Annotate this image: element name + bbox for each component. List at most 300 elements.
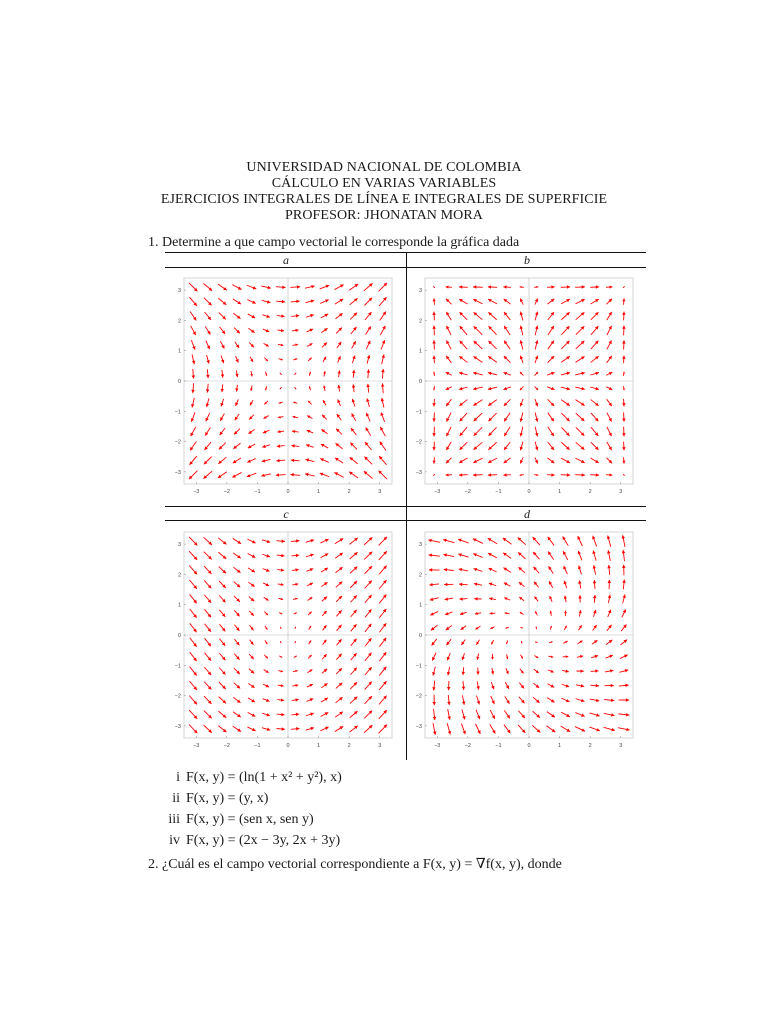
vector-arrow <box>379 580 386 589</box>
vector-arrow <box>429 583 439 587</box>
vector-arrow <box>622 580 626 590</box>
vector-arrow <box>608 595 611 603</box>
y-tick-label: −3 <box>415 723 422 730</box>
vector-arrow <box>205 609 212 617</box>
vector-arrow <box>458 539 469 543</box>
vector-arrow <box>548 326 554 335</box>
vector-arrow <box>262 728 270 731</box>
vector-arrow <box>191 383 195 393</box>
vector-arrow <box>504 710 510 718</box>
vector-arrow <box>622 565 626 575</box>
vector-arrow <box>265 626 267 630</box>
vector-arrow <box>608 610 611 617</box>
vector-arrow <box>520 413 523 422</box>
vector-arrow <box>432 427 436 437</box>
vector-arrow <box>365 624 371 632</box>
vector-arrow <box>351 653 357 660</box>
vector-arrow <box>220 327 226 334</box>
vector-arrow <box>561 299 570 304</box>
vector-arrow <box>459 299 467 304</box>
x-tick-label: −1 <box>495 489 502 495</box>
vector-arrow <box>279 358 283 360</box>
vector-arrow <box>489 427 497 436</box>
x-tick-label: −3 <box>434 743 441 749</box>
vector-arrow <box>291 444 299 447</box>
vector-arrow <box>323 625 327 630</box>
vector-arrow <box>379 456 386 465</box>
vector-arrow <box>446 399 451 406</box>
vector-arrow <box>618 713 629 716</box>
vector-arrow <box>321 582 327 586</box>
vector-arrow <box>335 553 343 558</box>
vector-arrow <box>561 326 569 335</box>
vector-arrow <box>533 697 540 703</box>
vector-arrow <box>561 442 569 449</box>
vector-arrow <box>432 653 436 661</box>
vector-arrow <box>535 413 538 422</box>
vector-arrow <box>305 473 315 476</box>
vector-arrow <box>561 387 570 390</box>
vector-arrow <box>519 683 524 689</box>
vector-arrow <box>278 684 284 687</box>
vector-arrow <box>247 300 255 304</box>
vector-arrow <box>462 695 465 704</box>
vector-arrow <box>432 442 436 451</box>
vector-arrow <box>489 583 496 586</box>
vector-arrow <box>293 358 297 360</box>
vector-arrow <box>547 299 554 304</box>
vector-arrow <box>606 299 612 305</box>
vector-arrow <box>350 313 357 320</box>
vector-arrow <box>520 655 522 659</box>
vector-arrow <box>308 655 312 659</box>
vector-arrow <box>535 298 538 304</box>
vector-arrow <box>475 612 481 615</box>
vector-arrow <box>503 285 511 289</box>
vector-arrow <box>623 286 625 288</box>
vector-arrow <box>504 442 510 450</box>
vector-arrow <box>235 370 238 377</box>
vector-arrow <box>548 537 554 546</box>
vector-arrow <box>205 326 210 334</box>
vector-arrow <box>189 297 196 306</box>
vector-arrow <box>488 473 497 477</box>
vector-arrow <box>562 684 569 687</box>
vector-arrow <box>532 725 540 732</box>
vector-arrow <box>335 538 343 543</box>
vector-arrow <box>352 399 355 407</box>
vector-arrow <box>365 638 371 646</box>
vector-arrow <box>204 667 211 675</box>
university-name: UNIVERSIDAD NACIONAL DE COLOMBIA <box>246 160 522 175</box>
vector-arrow <box>432 667 435 676</box>
vector-arrow <box>432 695 436 705</box>
vector-arrow <box>234 683 240 689</box>
vector-arrow <box>561 356 570 362</box>
vector-arrow <box>534 286 538 288</box>
vector-arrow <box>576 699 585 703</box>
vector-arrow <box>206 355 209 364</box>
vector-arrow <box>564 596 567 603</box>
vector-arrow <box>233 538 241 543</box>
y-tick-label: 2 <box>177 572 181 579</box>
vector-arrow <box>504 725 510 734</box>
vector-arrow <box>264 343 269 346</box>
vector-arrow <box>307 583 313 586</box>
vector-arrow <box>265 640 267 644</box>
vector-arrow <box>276 285 286 289</box>
vector-arrow <box>277 314 285 317</box>
vector-arrow <box>247 539 255 543</box>
vector-arrow <box>504 326 510 335</box>
vector-arrow <box>432 412 436 421</box>
vector-arrow <box>433 723 436 735</box>
vector-arrow <box>220 428 226 435</box>
vector-arrow <box>351 639 357 646</box>
vector-arrow <box>248 429 254 433</box>
vector-arrow <box>277 430 284 433</box>
vector-arrow <box>461 639 465 645</box>
vector-arrow <box>432 312 436 321</box>
vector-arrow <box>488 299 497 304</box>
vector-arrow <box>234 429 240 435</box>
vector-arrow <box>366 384 370 393</box>
vector-arrow <box>433 386 435 390</box>
vector-arrow <box>219 682 226 689</box>
vector-arrow <box>249 342 254 347</box>
vector-arrow <box>249 654 253 659</box>
vector-arrow <box>503 568 510 573</box>
vector-arrow <box>444 583 453 587</box>
vector-arrow <box>622 356 626 364</box>
vector-arrow <box>292 568 299 571</box>
vector-arrow <box>534 655 538 657</box>
vector-arrow <box>548 552 554 560</box>
vector-arrow <box>518 567 525 573</box>
vector-arrow <box>321 429 327 433</box>
question-1: 1. Determine a que campo vectorial le corresponde la gráfica dada <box>148 235 520 250</box>
vector-arrow <box>593 580 597 589</box>
vector-arrow <box>549 566 554 573</box>
vector-arrow <box>488 442 496 449</box>
vector-arrow <box>337 399 340 406</box>
vector-arrow <box>462 681 466 690</box>
vector-arrow <box>320 285 329 289</box>
vector-arrow <box>295 627 296 629</box>
x-tick-label: 0 <box>527 743 531 749</box>
vector-arrow <box>591 312 599 320</box>
vector-arrow <box>605 669 613 672</box>
vector-arrow <box>321 683 327 687</box>
vector-arrow <box>189 681 196 690</box>
vector-arrow <box>261 474 271 477</box>
vector-arrow <box>309 372 311 376</box>
vector-arrow <box>622 609 626 617</box>
x-tick-label: 0 <box>286 743 290 749</box>
vector-arrow <box>592 550 596 560</box>
vector-arrow <box>364 283 373 290</box>
vector-arrow <box>321 712 329 716</box>
vector-arrow <box>279 656 282 658</box>
vector-arrow <box>548 656 553 658</box>
vector-arrow <box>277 713 285 716</box>
vector-arrow <box>446 413 451 422</box>
vector-arrow <box>235 385 238 392</box>
vector-arrow <box>219 610 225 617</box>
vector-arrow <box>235 342 239 348</box>
vector-arrow <box>309 626 311 630</box>
vector-arrow <box>488 285 497 289</box>
vector-arrow <box>576 413 585 421</box>
vector-arrow <box>591 655 598 658</box>
vector-arrow <box>306 713 314 716</box>
vector-arrow <box>591 442 599 450</box>
vector-arrow <box>520 457 523 463</box>
vector-arrow <box>446 299 452 305</box>
vector-arrow <box>221 370 224 378</box>
y-tick-label: −2 <box>415 439 422 446</box>
vector-arrow <box>622 340 626 349</box>
vector-arrow <box>491 668 494 675</box>
vector-arrow <box>308 358 312 362</box>
vector-arrow <box>459 372 468 375</box>
vector-arrow <box>576 442 585 449</box>
vector-arrow <box>322 669 327 674</box>
vector-arrow <box>323 357 326 362</box>
x-tick-label: 1 <box>558 743 562 749</box>
vector-arrow <box>575 285 585 289</box>
vector-arrow <box>591 341 598 349</box>
vector-arrow <box>379 551 387 560</box>
vector-arrow <box>432 326 436 336</box>
vector-arrow <box>504 341 510 350</box>
vector-arrow <box>488 458 497 463</box>
vector-arrow <box>591 400 599 406</box>
vector-arrow <box>365 667 372 675</box>
vector-arrow <box>578 641 583 644</box>
vector-arrow <box>548 442 554 450</box>
professor-name: PROFESOR: JHONATAN MORA <box>285 208 483 223</box>
vector-arrow <box>221 356 224 364</box>
vector-arrow <box>519 697 525 704</box>
x-tick-label: 3 <box>378 489 382 495</box>
vector-arrow <box>590 285 599 289</box>
vector-arrow <box>280 627 281 629</box>
vector-arrow <box>459 597 467 601</box>
vector-arrow <box>280 373 282 375</box>
vector-arrow <box>218 472 227 478</box>
vector-arrow <box>321 328 327 332</box>
vector-arrow <box>335 726 343 731</box>
vector-arrow <box>429 554 440 557</box>
vector-arrow <box>220 413 224 420</box>
vector-arrow <box>548 312 554 320</box>
vector-arrow <box>575 372 585 375</box>
vector-arrow <box>364 566 372 574</box>
vector-arrow <box>592 640 598 644</box>
vector-arrow <box>534 596 538 601</box>
vector-arrow <box>490 710 495 719</box>
vector-arrow <box>232 472 241 477</box>
vector-arrow <box>248 568 255 572</box>
panel-label-b: b <box>524 253 530 267</box>
vector-arrow <box>548 427 554 436</box>
vector-arrow <box>336 668 342 674</box>
vector-arrow <box>218 711 226 718</box>
x-tick-label: 0 <box>286 489 290 495</box>
vector-arrow <box>291 727 299 731</box>
vector-arrow <box>351 624 357 631</box>
vector-arrow <box>576 326 584 334</box>
vector-arrow <box>549 596 552 602</box>
vector-arrow <box>446 458 452 464</box>
vector-arrow <box>206 398 209 407</box>
vector-arrow <box>607 356 612 363</box>
vector-arrow <box>504 458 511 463</box>
vector-arrow <box>576 312 585 319</box>
vector-arrow <box>381 369 385 379</box>
vector-arrow <box>320 458 328 462</box>
vector-arrow <box>291 459 300 463</box>
x-tick-label: 0 <box>527 489 531 495</box>
vector-arrow <box>432 639 437 646</box>
vector-arrow <box>365 595 372 603</box>
vector-arrow <box>443 539 454 543</box>
vector-arrow <box>306 698 313 701</box>
vector-arrow <box>593 625 597 631</box>
vector-arrow <box>204 298 212 306</box>
vector-arrow <box>189 537 197 546</box>
vector-arrow <box>433 709 436 720</box>
vector-arrow <box>503 473 511 477</box>
vector-arrow <box>563 655 569 658</box>
vector-arrow <box>277 568 284 571</box>
vector-arrow <box>459 356 467 362</box>
vector-arrow <box>235 399 238 406</box>
vector-arrow <box>621 640 628 645</box>
vector-arrow <box>505 696 510 703</box>
vector-arrow <box>506 640 508 644</box>
vector-arrow <box>335 458 343 463</box>
vector-arrow <box>459 458 467 463</box>
vector-arrow <box>294 656 297 658</box>
vector-arrow <box>504 597 510 600</box>
vector-arrow <box>504 399 511 406</box>
vector-arrow <box>520 612 524 614</box>
vector-arrow <box>461 724 465 735</box>
vector-arrow <box>577 536 582 546</box>
vector-arrow <box>381 398 384 408</box>
vector-arrow <box>379 725 387 734</box>
vector-arrow <box>474 341 483 349</box>
vector-arrow <box>518 537 526 544</box>
vector-arrow <box>473 400 482 406</box>
vector-arrow <box>488 341 496 349</box>
vector-arrow <box>564 626 566 630</box>
vector-arrow <box>379 283 387 291</box>
y-tick-label: −2 <box>174 693 181 700</box>
y-tick-label: 3 <box>177 542 181 549</box>
vector-arrow <box>488 356 497 362</box>
vector-arrow <box>428 539 440 542</box>
vector-arrow <box>590 372 599 375</box>
vector-arrow <box>561 400 570 406</box>
vector-arrow <box>218 726 226 733</box>
vector-arrow <box>432 681 436 691</box>
vector-arrow <box>591 413 598 421</box>
vector-arrow <box>280 641 281 643</box>
vector-arrow <box>235 414 239 420</box>
vector-arrow <box>334 285 343 290</box>
vector-arrow <box>264 416 269 419</box>
vector-arrow <box>204 696 212 704</box>
vector-arrow <box>364 696 372 704</box>
vector-arrow <box>432 399 436 407</box>
y-tick-label: 2 <box>177 318 181 325</box>
vector-arrow <box>607 442 612 450</box>
vector-arrow <box>350 298 358 305</box>
vector-arrow <box>474 312 483 319</box>
vector-arrow <box>293 670 298 672</box>
vector-arrow <box>619 669 628 672</box>
vector-arrow <box>306 554 314 557</box>
vector-arrow <box>503 553 511 559</box>
vector-arrow <box>504 583 511 587</box>
vector-arrow <box>189 696 197 705</box>
vector-arrow <box>447 667 450 675</box>
vector-arrow <box>433 474 435 476</box>
vector-arrow <box>575 473 585 477</box>
vector-arrow <box>379 297 386 306</box>
vector-arrow <box>292 583 298 586</box>
vector-arrow <box>446 473 452 476</box>
x-tick-label: 3 <box>619 489 623 495</box>
vector-arrow <box>433 286 435 288</box>
x-tick-label: 1 <box>317 743 321 749</box>
vector-arrow <box>205 312 212 320</box>
vector-arrow <box>321 698 328 702</box>
vector-arrow <box>364 457 372 465</box>
vector-arrow <box>592 536 596 547</box>
vector-arrow <box>320 299 328 303</box>
vector-arrow <box>503 538 512 544</box>
y-tick-label: 1 <box>418 348 422 355</box>
vector-arrow <box>447 681 451 690</box>
vector-arrow <box>336 683 342 689</box>
table-vertical-rule <box>406 252 407 760</box>
vector-arrow <box>307 684 313 687</box>
vector-field-plot-b <box>411 270 641 502</box>
vector-arrow <box>276 473 286 477</box>
vector-arrow <box>576 400 585 406</box>
question-2: 2. ¿Cuál es el campo vectorial correspondiente a F(x, y) = ∇f(x, y), donde <box>148 857 562 872</box>
option-iv: iv F(x, y) = (2x − 3y, 2x + 3y) <box>169 833 341 848</box>
vector-arrow <box>476 724 481 734</box>
vector-arrow <box>381 412 385 421</box>
vector-arrow <box>561 698 569 702</box>
vector-arrow <box>248 444 255 448</box>
vector-arrow <box>190 638 197 647</box>
vector-arrow <box>206 384 210 393</box>
vector-arrow <box>234 639 239 645</box>
vector-arrow <box>533 552 539 559</box>
vector-arrow <box>506 668 509 674</box>
y-tick-label: 0 <box>177 379 181 385</box>
vector-arrow <box>474 413 483 421</box>
vector-arrow <box>491 654 494 660</box>
vector-arrow <box>488 387 497 390</box>
vector-arrow <box>190 623 197 632</box>
